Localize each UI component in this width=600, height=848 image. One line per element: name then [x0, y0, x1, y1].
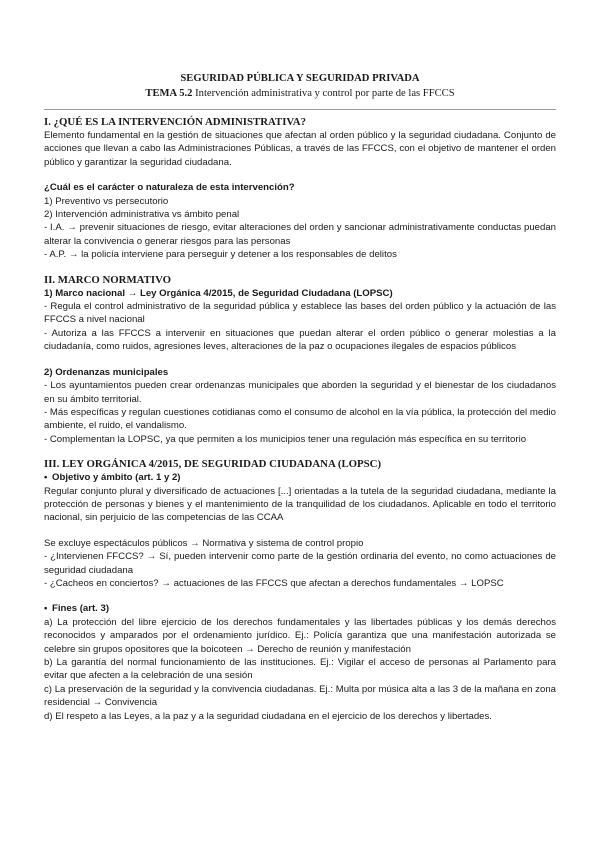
- subtitle-topic-number: TEMA 5.2: [145, 88, 193, 99]
- paragraph: Regular conjunto plural y diversificado de actuaciones [...] orientadas a la tutela de la seguridad ciudadana, mediante la protección de personas y bienes y el mantenimiento de la tranquilidad de los ciudadanos. Aplicable en todo el territorio nacional, sin perjuicio de las competencias de las CCAA: [44, 485, 556, 524]
- document-page: [44, 68, 556, 723]
- list-item: 2) Intervención administrativa vs ámbito penal: [44, 209, 240, 221]
- list-item: - ¿Intervienen FFCCS? → Sí, pueden intervenir como parte de la gestión ordinaria del evento, no como actuaciones de seguridad ciudadana: [44, 551, 556, 576]
- subtitle-topic-name: Intervención administrativa y control por parte de las FFCCS: [192, 88, 455, 99]
- header-divider: [44, 109, 556, 110]
- list-item: - Regula el control administrativo de la seguridad pública y establece las bases del orden público y la actuación de las FFCCS a nivel nacional: [44, 301, 556, 326]
- list-item: d) El respeto a las Leyes, a la paz y a la seguridad ciudadana en el ejercicio de los derechos y libertades.: [44, 710, 492, 722]
- list-item: a) La protección del libre ejercicio de los derechos fundamentales y las libertades públicas y los demás derechos reconocidos y amparados por el ordenamiento jurídico. Ej.: Policía garantiza que una manifestación autorizada se celebre sin grupos opositores que la boicoteen → Derecho de reunión y manifestación: [44, 616, 556, 655]
- subsection-heading: 2) Ordenanzas municipales: [44, 366, 169, 378]
- list-item: - Autoriza a las FFCCS a intervenir en situaciones que puedan alterar el orden público o generar molestias a la ciudadanía, como ruidos, agresiones leves, alteraciones de la paz o ocupaciones ilegales de espacios públicos: [44, 327, 556, 353]
- document-subtitle: [44, 87, 556, 100]
- bullet-heading: [44, 471, 556, 484]
- subsection-heading: 1) Marco nacional → Ley Orgánica 4/2015, de Seguridad Ciudadana (LOPSC): [44, 287, 393, 299]
- list-item: 1) Preventivo vs persecutorio: [44, 195, 169, 207]
- bullet-icon: •: [44, 603, 48, 615]
- paragraph: Se excluye espectáculos públicos → Normativa y sistema de control propio: [44, 537, 364, 549]
- list-item: - ¿Cacheos en conciertos? → actuaciones de las FFCCS que afectan a derechos fundamentales → LOPSC: [44, 577, 504, 589]
- bullet-icon: •: [44, 472, 48, 484]
- list-item: b) La garantía del normal funcionamiento de las instituciones. Ej.: Vigilar el acceso de personas al Parlamento para evitar que afecten a la celebración de una sesión: [44, 657, 556, 682]
- list-item: c) La preservación de la seguridad y la convivencia ciudadanas. Ej.: Multa por música alta a las 3 de la mañana en zona residencial → Convivencia: [44, 683, 556, 709]
- bullet-heading: [44, 602, 556, 615]
- list-item: - Más específicas y regulan cuestiones cotidianas como el consumo de alcohol en la vía pública, la protección del medio ambiente, el ruido, el vandalismo.: [44, 406, 556, 432]
- paragraph: Elemento fundamental en la gestión de situaciones que afectan al orden público y la seguridad ciudadana. Conjunto de acciones que llevan a cabo las Administraciones Públicas, a través de las FFCCS, con el objetivo de mantener el orden público y garantizar la seguridad ciudadana.: [44, 130, 556, 168]
- section-heading-3: III. LEY ORGÁNICA 4/2015, DE SEGURIDAD CIUDADANA (LOPSC): [44, 458, 382, 471]
- bullet-heading-label: Objetivo y ámbito (art. 1 y 2): [52, 472, 181, 484]
- bullet-heading-label: Fines (art. 3): [52, 603, 110, 615]
- document-title: SEGURIDAD PÚBLICA Y SEGURIDAD PRIVADA: [180, 73, 420, 84]
- section-heading-1: I. ¿QUÉ ES LA INTERVENCIÓN ADMINISTRATIVA?: [44, 116, 307, 128]
- list-item: - Complementan la LOPSC, ya que permiten a los municipios tener una regulación más específica en su territorio: [44, 433, 527, 445]
- list-item: - Los ayuntamientos pueden crear ordenanzas municipales que aborden la seguridad y el bienestar de los ciudadanos en su ámbito territorial.: [44, 380, 556, 405]
- list-item: - A.P. → la policía interviene para perseguir y detener a los responsables de delitos: [44, 249, 397, 261]
- section-heading-2: II. MARCO NORMATIVO: [44, 273, 172, 286]
- question-heading: ¿Cuál es el carácter o naturaleza de esta intervención?: [44, 182, 295, 194]
- list-item: - I.A. → prevenir situaciones de riesgo, evitar alteraciones del orden y sancionar administrativamente conductas puedan alterar la convivencia o generar riesgos para las personas: [44, 222, 556, 247]
